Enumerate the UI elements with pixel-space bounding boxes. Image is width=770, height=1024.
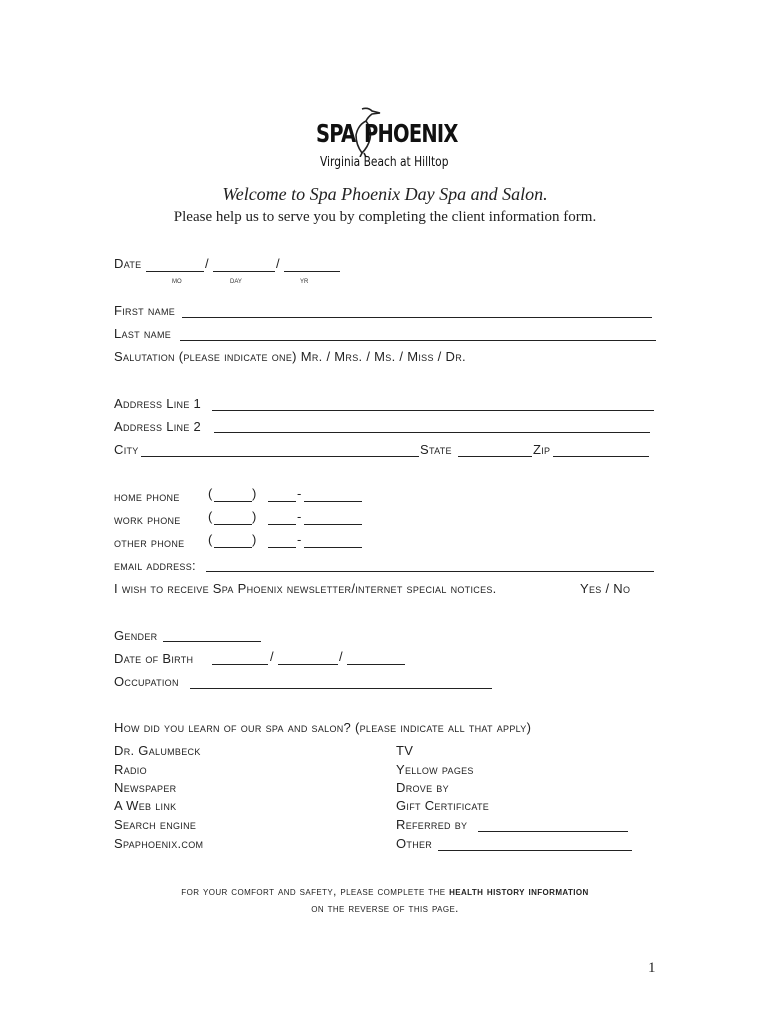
dob-day-field[interactable] (278, 664, 338, 665)
other-field[interactable] (438, 850, 632, 851)
address-line1-label: Address Line 1 (114, 396, 202, 411)
work-phone-open-paren: ( (208, 509, 213, 524)
newsletter-options[interactable]: Yes / No (580, 581, 631, 596)
date-label: Date (114, 256, 142, 271)
referral-option[interactable]: Drove by (396, 780, 449, 795)
date-yr-hint: YR (300, 279, 309, 285)
address-line2-label: Address Line 2 (114, 419, 202, 434)
city-field[interactable] (141, 456, 419, 457)
home-phone-close-paren: ) (252, 486, 257, 501)
date-mo-hint: MO (172, 279, 182, 285)
referred-by-field[interactable] (478, 831, 628, 832)
city-label: City (114, 442, 139, 457)
address-line2-field[interactable] (214, 432, 650, 433)
work-phone-area-field[interactable] (214, 524, 252, 525)
date-day-hint: DAY (230, 279, 242, 285)
email-field[interactable] (206, 571, 654, 572)
occupation-label: Occupation (114, 674, 179, 689)
first-name-field[interactable] (182, 317, 652, 318)
page-number: 1 (648, 960, 656, 976)
date-day-field[interactable] (213, 271, 275, 272)
first-name-label: First name (114, 303, 176, 318)
date-sep-1: / (205, 256, 209, 271)
referral-option[interactable]: Newspaper (114, 780, 177, 795)
dob-sep-2: / (339, 649, 343, 664)
work-phone-number-field[interactable] (304, 524, 362, 525)
zip-label: Zip (533, 442, 551, 457)
last-name-field[interactable] (180, 340, 656, 341)
work-phone-label: work phone (114, 512, 181, 527)
other-phone-number-field[interactable] (304, 547, 362, 548)
other-phone-close-paren: ) (252, 532, 257, 547)
referral-option[interactable]: Radio (114, 762, 147, 777)
dob-label: Date of Birth (114, 651, 194, 666)
dob-sep-1: / (270, 649, 274, 664)
logo-name-right: PHOENIX (364, 119, 458, 148)
last-name-label: Last name (114, 326, 172, 341)
newsletter-label: I wish to receive Spa Phoenix newsletter/internet special notices. (114, 581, 497, 596)
logo-name-left: SPA (316, 119, 356, 148)
logo-tagline: Virginia Beach at Hilltop (320, 155, 449, 170)
referral-option[interactable]: Search engine (114, 817, 197, 832)
gender-label: Gender (114, 628, 158, 643)
home-phone-open-paren: ( (208, 486, 213, 501)
dob-year-field[interactable] (347, 664, 405, 665)
email-label: email address: (114, 558, 196, 573)
footer-note-end: on the reverse of this page. (311, 903, 459, 915)
address-line1-field[interactable] (212, 410, 654, 411)
zip-field[interactable] (553, 456, 649, 457)
other-phone-open-paren: ( (208, 532, 213, 547)
footer-note (0, 884, 770, 918)
referral-option[interactable]: A Web link (114, 798, 177, 813)
date-year-field[interactable] (284, 271, 340, 272)
home-phone-dash: - (297, 486, 302, 501)
dob-month-field[interactable] (212, 664, 268, 665)
referral-option[interactable]: TV (396, 743, 414, 758)
referral-option[interactable]: Other (396, 836, 433, 851)
work-phone-dash: - (297, 509, 302, 524)
work-phone-close-paren: ) (252, 509, 257, 524)
referral-option[interactable]: Referred by (396, 817, 468, 832)
state-label: State (420, 442, 452, 457)
referral-option[interactable]: Spaphoenix.com (114, 836, 204, 851)
home-phone-prefix-field[interactable] (268, 501, 296, 502)
home-phone-label: home phone (114, 489, 180, 504)
date-month-field[interactable] (146, 271, 204, 272)
home-phone-number-field[interactable] (304, 501, 362, 502)
referral-option[interactable]: Dr. Galumbeck (114, 743, 201, 758)
referral-option[interactable]: Gift Certificate (396, 798, 490, 813)
other-phone-area-field[interactable] (214, 547, 252, 548)
referral-option[interactable]: Yellow pages (396, 762, 474, 777)
footer-note-bold: health history information (449, 886, 589, 898)
gender-field[interactable] (163, 641, 261, 642)
state-field[interactable] (458, 456, 532, 457)
work-phone-prefix-field[interactable] (268, 524, 296, 525)
footer-note-start: for your comfort and safety, please complete the (181, 886, 446, 898)
salutation-label: Salutation (please indicate one) Mr. / Mrs. / Ms. / Miss / Dr. (114, 349, 466, 364)
other-phone-dash: - (297, 532, 302, 547)
date-sep-2: / (276, 256, 280, 271)
other-phone-label: other phone (114, 535, 185, 550)
occupation-field[interactable] (190, 688, 492, 689)
logo (310, 105, 460, 177)
home-phone-area-field[interactable] (214, 501, 252, 502)
other-phone-prefix-field[interactable] (268, 547, 296, 548)
instructions: Please help us to serve you by completing the client information form. (173, 209, 597, 225)
referral-question: How did you learn of our spa and salon? (please indicate all that apply) (114, 720, 532, 735)
welcome-heading: Welcome to Spa Phoenix Day Spa and Salon. (222, 184, 548, 204)
